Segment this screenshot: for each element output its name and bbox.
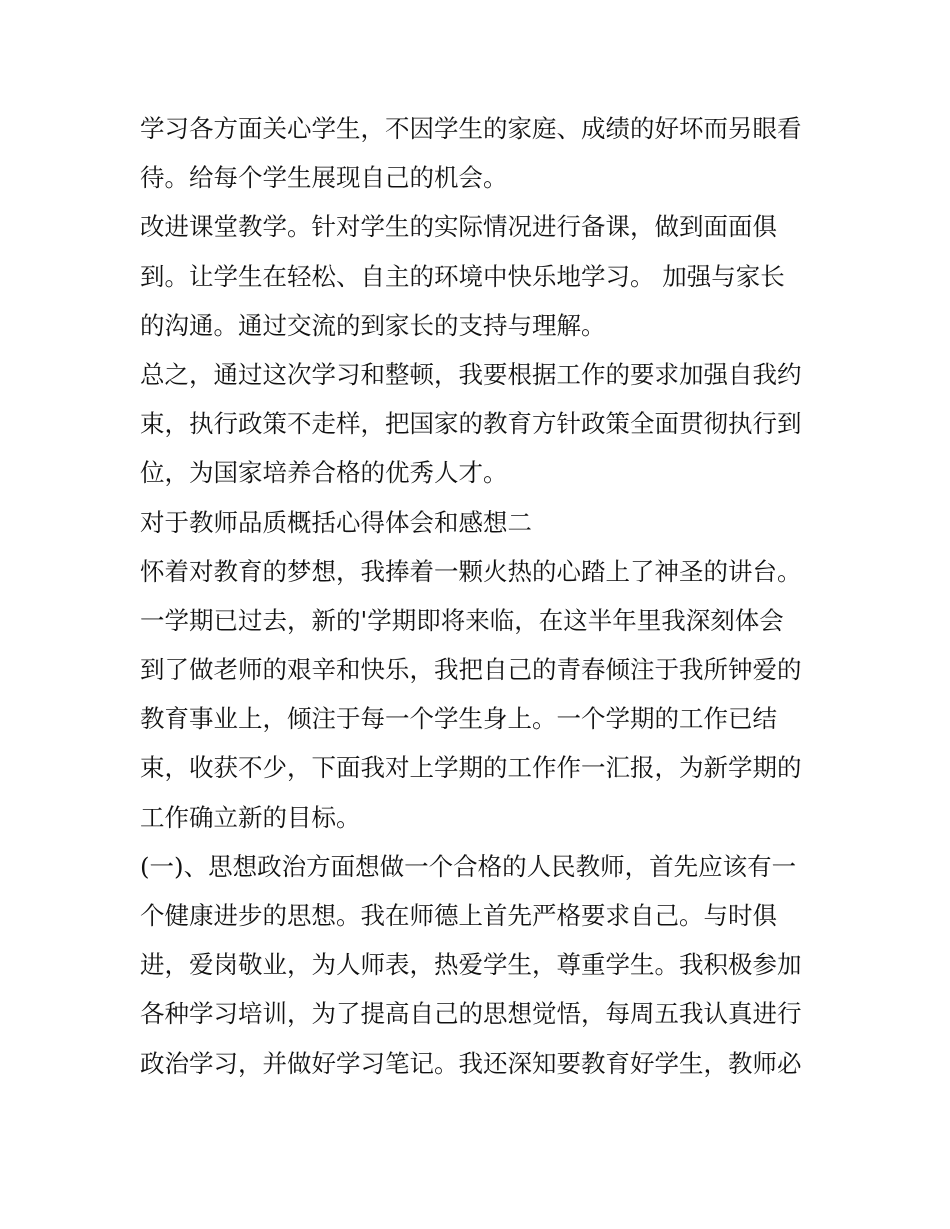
text-line: (一)、思想政治方面想做一个合格的人民教师，首先应该有一 [140,851,797,881]
text-line: 学习各方面关心学生，不因学生的家庭、成绩的好坏而另眼看 [140,114,802,143]
text-line: 到。让学生在轻松、自主的环境中快乐地学习。 加强与家长 [140,261,785,291]
text-line: 的沟通。通过交流的到家长的支持与理解。 [140,310,606,340]
text-line: 进，爱岗敬业，为人师表，热爱学生，尊重学生。我积极参加 [140,950,802,980]
text-line: 位，为国家培养合格的优秀人才。 [140,458,508,488]
text-line: 束，执行政策不走样，把国家的教育方针政策全面贯彻执行到 [140,409,802,439]
text-line: 待。给每个学生展现自己的机会。 [140,163,508,193]
section-heading: 对于教师品质概括心得体会和感想二 [140,507,532,537]
document-body [140,104,820,1088]
text-line: 怀着对教育的梦想，我捧着一颗火热的心踏上了神圣的讲台。 [140,556,802,586]
text-line: 到了做老师的艰辛和快乐，我把自己的青春倾注于我所钟爱的 [140,655,802,685]
text-line: 工作确立新的目标。 [140,802,361,832]
text-line: 各种学习培训，为了提高自己的思想觉悟，每周五我认真进行 [140,999,802,1029]
text-line: 总之，通过这次学习和整顿，我要根据工作的要求加强自我约 [140,359,802,389]
text-line: 个健康进步的思想。我在师德上首先严格要求自己。与时俱 [140,901,777,930]
text-line: 政治学习，并做好学习笔记。我还深知要教育好学生，教师必 [140,1048,802,1078]
text-line: 束，收获不少，下面我对上学期的工作作一汇报，为新学期的 [140,753,802,783]
text-line: 改进课堂教学。针对学生的实际情况进行备课，做到面面俱 [140,212,777,242]
text-line: 教育事业上，倾注于每一个学生身上。一个学期的工作已结 [140,704,777,734]
text-line: 一学期已过去，新的'学期即将来临，在这半年里我深刻体会 [140,605,784,635]
